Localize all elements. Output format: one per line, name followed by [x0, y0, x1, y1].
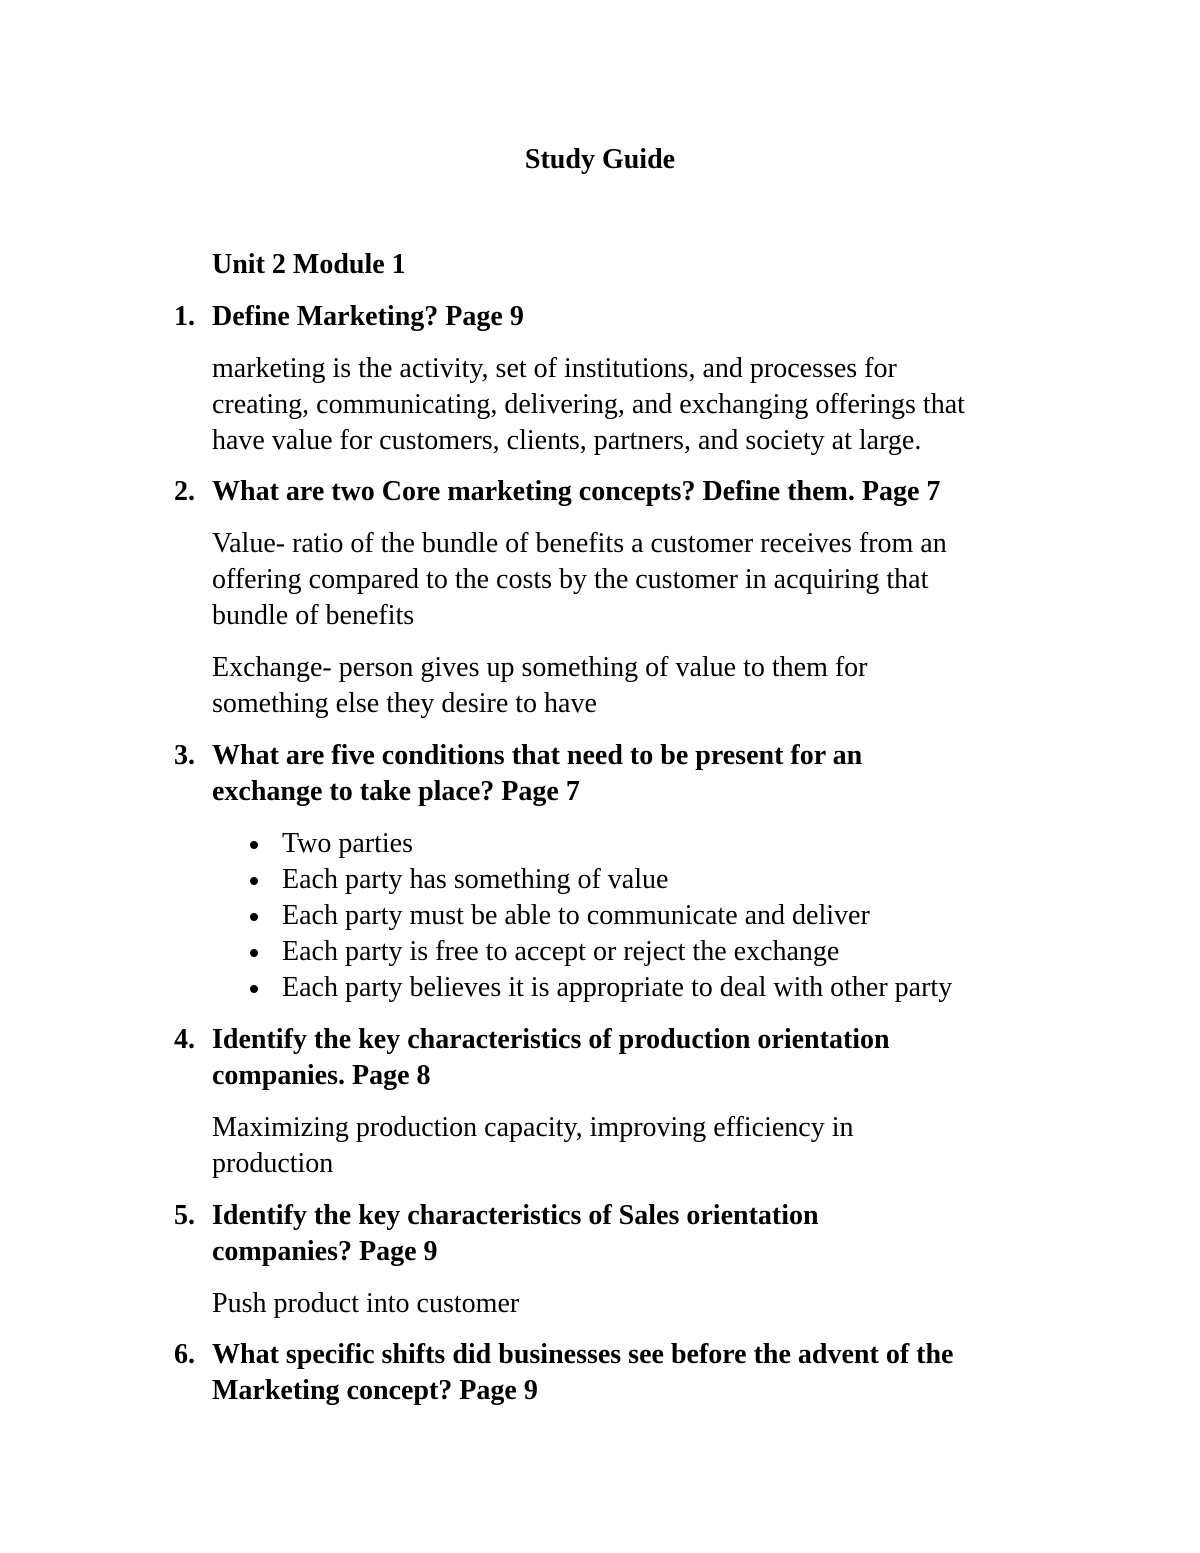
bullet-icon	[250, 949, 258, 957]
list-item-text: Two parties	[282, 828, 414, 859]
answer-line: bundle of benefits	[212, 600, 415, 631]
answer-line: Value- ratio of the bundle of benefits a customer receives from an	[212, 528, 947, 559]
answer-paragraph	[212, 1286, 519, 1322]
question-text	[212, 1198, 819, 1270]
question-number: 5.	[174, 1200, 195, 1231]
bullet-icon	[250, 841, 258, 849]
answer-paragraph	[212, 1110, 853, 1182]
list-item-text: Each party is free to accept or reject the exchange	[282, 936, 840, 967]
question-line: Marketing concept? Page 9	[212, 1375, 538, 1406]
question-line: companies? Page 9	[212, 1236, 438, 1267]
answer-paragraph	[212, 351, 965, 459]
answer-line: something else they desire to have	[212, 688, 597, 719]
answer-paragraph	[212, 650, 868, 722]
list-item	[246, 898, 952, 934]
question-number: 4.	[174, 1024, 195, 1055]
question-text	[212, 1337, 953, 1409]
answer-line: Push product into customer	[212, 1288, 520, 1319]
answer-line: have value for customers, clients, partners, and society at large.	[212, 425, 922, 456]
question-line: companies. Page 8	[212, 1060, 431, 1091]
document-title: Study Guide	[524, 144, 676, 175]
list-item-text: Each party has something of value	[282, 864, 669, 895]
answer-line: marketing is the activity, set of institutions, and processes for	[212, 353, 897, 384]
question-text	[212, 738, 862, 810]
list-item-text: Each party must be able to communicate and deliver	[282, 900, 870, 931]
question-line: Define Marketing? Page 9	[212, 301, 524, 332]
bullet-icon	[250, 877, 258, 885]
question-text	[212, 474, 940, 510]
question-line: What specific shifts did businesses see before the advent of the	[212, 1339, 954, 1370]
bullet-icon	[250, 913, 258, 921]
question-line: Identify the key characteristics of Sales orientation	[212, 1200, 819, 1231]
question-number: 3.	[174, 740, 195, 771]
question-line: exchange to take place? Page 7	[212, 776, 580, 807]
question-number: 1.	[174, 301, 195, 332]
list-item	[246, 862, 952, 898]
list-item	[246, 934, 952, 970]
answer-line: Maximizing production capacity, improving efficiency in	[212, 1112, 854, 1143]
list-item-text: Each party believes it is appropriate to deal with other party	[282, 972, 953, 1003]
question-line: Identify the key characteristics of production orientation	[212, 1024, 890, 1055]
answer-line: production	[212, 1148, 334, 1179]
answer-line: Exchange- person gives up something of value to them for	[212, 652, 868, 683]
question-number: 2.	[174, 476, 195, 507]
bullet-list	[246, 826, 952, 1006]
answer-line: offering compared to the costs by the customer in acquiring that	[212, 564, 929, 595]
question-text	[212, 299, 524, 335]
question-text	[212, 1022, 890, 1094]
question-number: 6.	[174, 1339, 195, 1370]
question-line: What are five conditions that need to be present for an	[212, 740, 863, 771]
bullet-icon	[250, 985, 258, 993]
list-item	[246, 826, 952, 862]
question-line: What are two Core marketing concepts? Define them. Page 7	[212, 476, 941, 507]
list-item	[246, 970, 952, 1006]
answer-line: creating, communicating, delivering, and exchanging offerings that	[212, 389, 965, 420]
answer-paragraph	[212, 526, 947, 634]
unit-heading: Unit 2 Module 1	[212, 249, 406, 280]
